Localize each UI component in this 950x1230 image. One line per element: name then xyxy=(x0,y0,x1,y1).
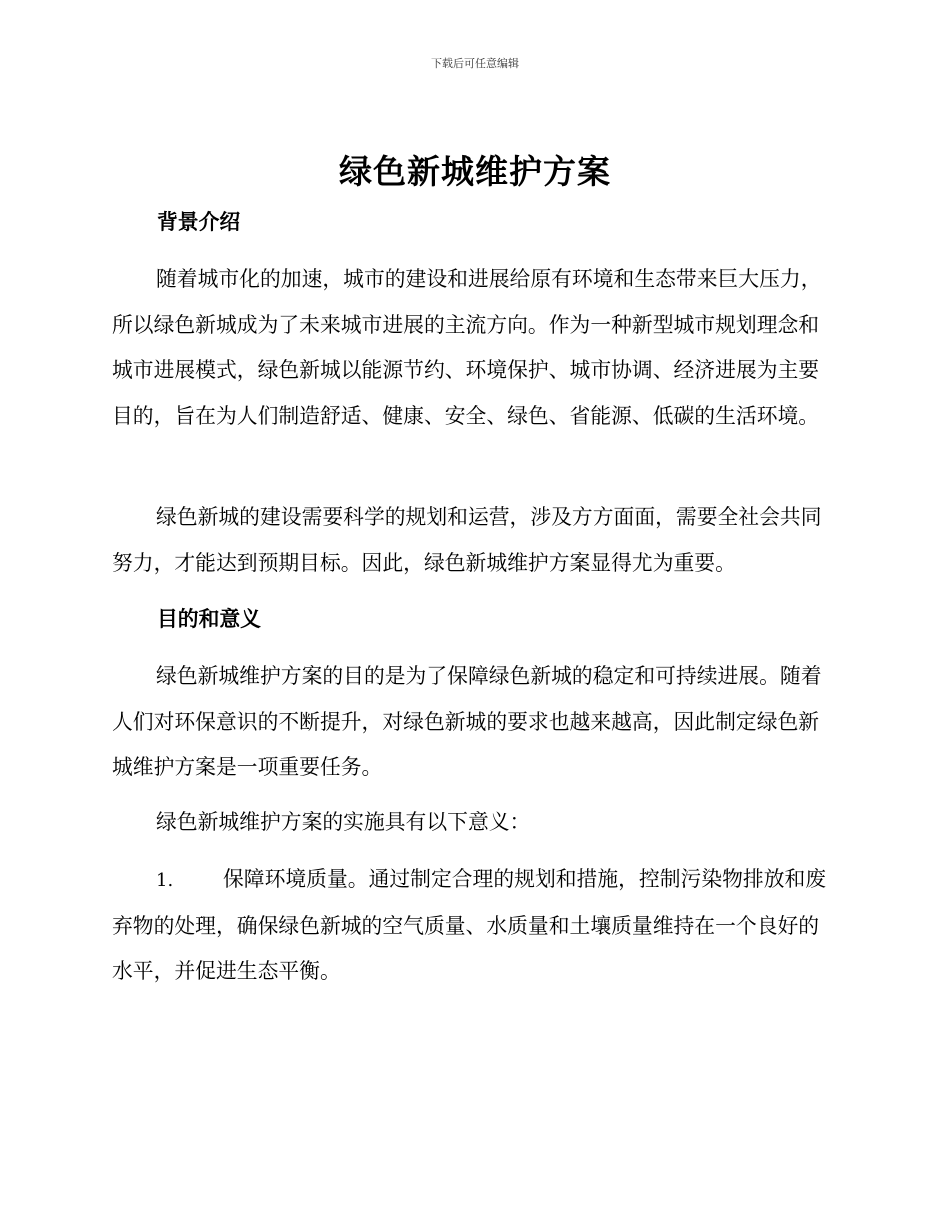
paragraph-background-2: 绿色新城的建设需要科学的规划和运营，涉及方方面面，需要全社会共同努力，才能达到预期目标。因此，绿色新城维护方案显得尤为重要。 xyxy=(112,505,822,575)
section-heading-background: 背景介绍 xyxy=(157,210,241,234)
paragraph-purpose-1: 绿色新城维护方案的目的是为了保障绿色新城的稳定和可持续进展。随着人们对环保意识的不断提升，对绿色新城的要求也越来越高，因此制定绿色新城维护方案是一项重要任务。 xyxy=(112,664,822,780)
document-title: 绿色新城维护方案 xyxy=(339,152,611,191)
list-item xyxy=(112,857,832,995)
header-note: 下载后可任意编辑 xyxy=(431,57,519,70)
list-item-text: 保障环境质量。通过制定合理的规划和措施，控制污染物排放和废弃物的处理，确保绿色新城的空气质量、水质量和土壤质量维持在一个良好的水平，并促进生态平衡。 xyxy=(112,867,827,984)
section-heading-purpose: 目的和意义 xyxy=(157,607,261,631)
paragraph-background-1: 随着城市化的加速，城市的建设和进展给原有环境和生态带来巨大压力，所以绿色新城成为了未来城市进展的主流方向。作为一种新型城市规划理念和城市进展模式，绿色新城以能源节约、环境保护、城市协调、经济进展为主要目的，旨在为人们制造舒适、健康、安全、绿色、省能源、低碳的生活环境。 xyxy=(112,267,822,429)
paragraph-purpose-2: 绿色新城维护方案的实施具有以下意义： xyxy=(156,810,531,834)
list-item-number: 1. xyxy=(156,870,174,891)
